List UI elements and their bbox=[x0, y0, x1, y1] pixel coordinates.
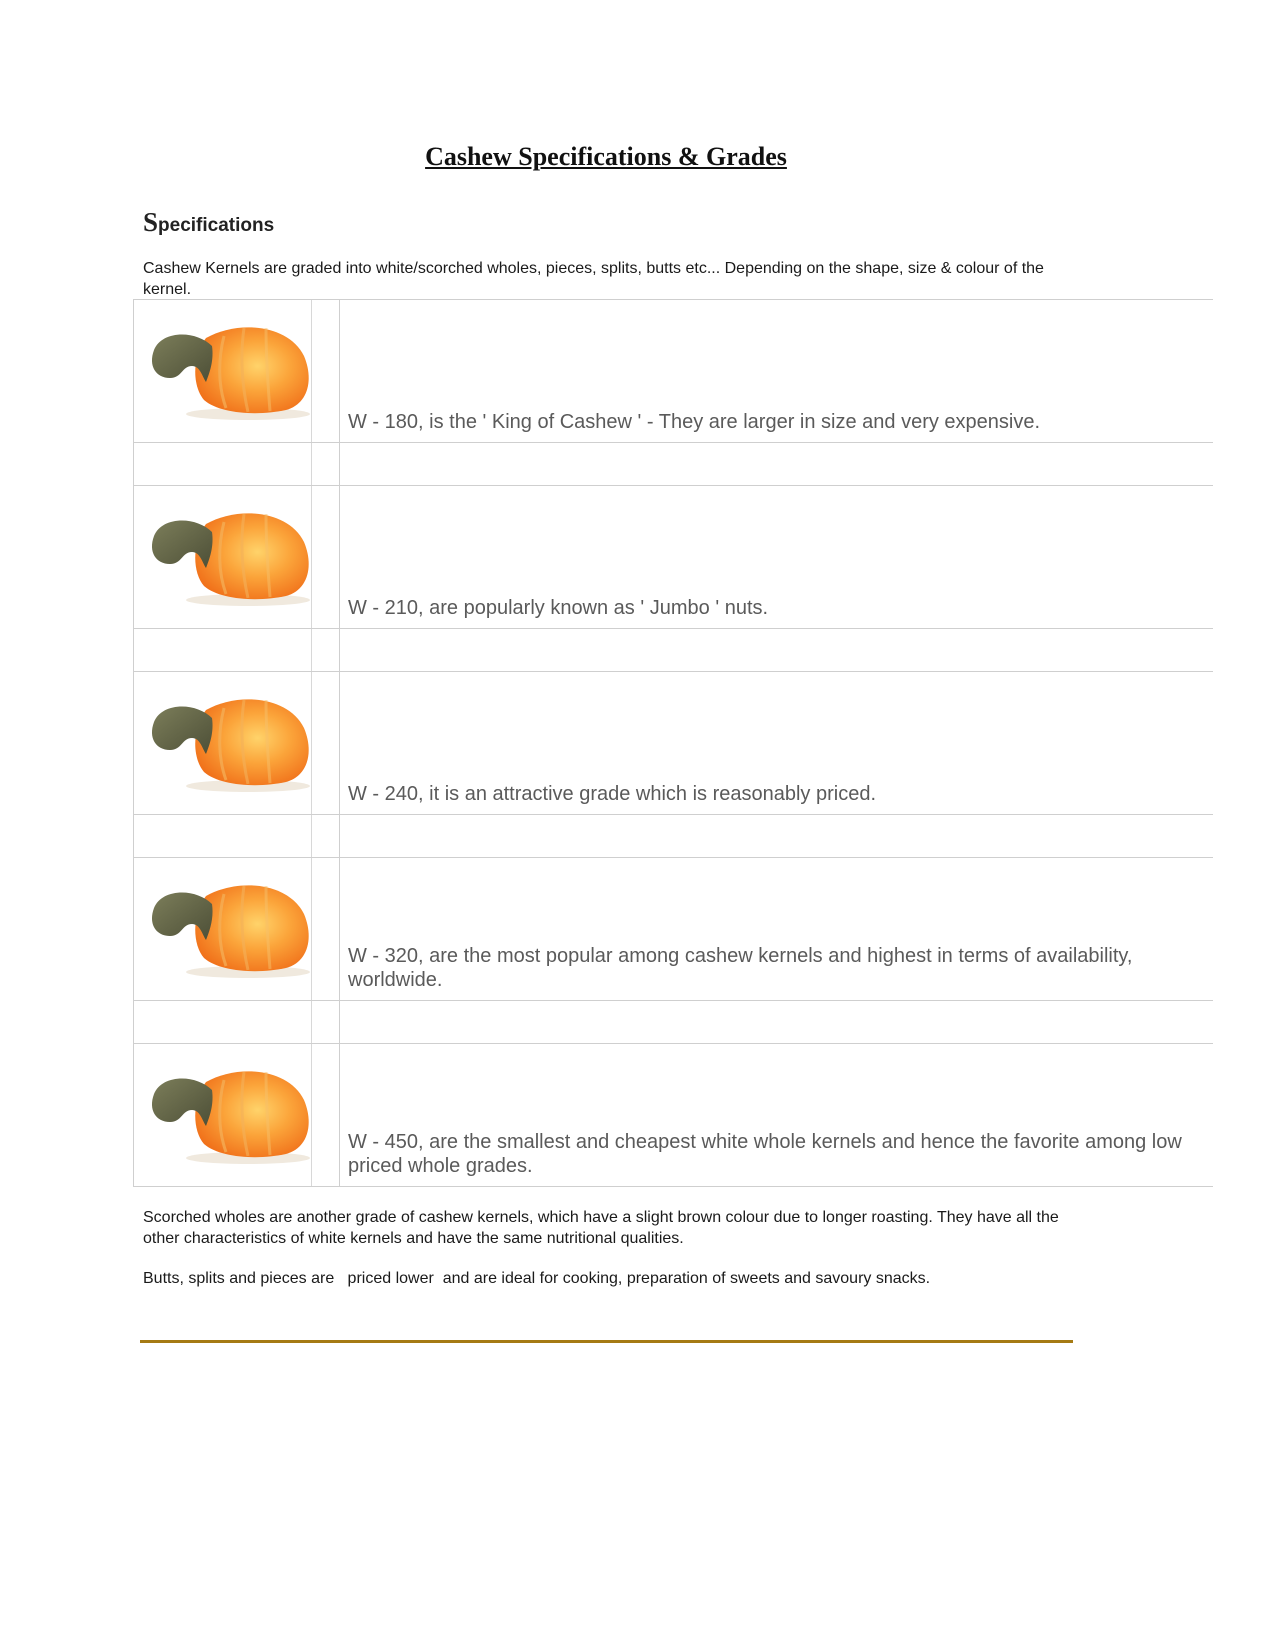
spacer-cell bbox=[312, 486, 340, 628]
cashew-nut-icon bbox=[148, 1060, 313, 1172]
grade-description: W - 320, are the most popular among cashew kernels and highest in terms of availability, worldwide. bbox=[348, 945, 1133, 991]
grade-image-cell bbox=[134, 672, 312, 814]
empty-cell bbox=[134, 443, 312, 485]
section-heading-rest: pecifications bbox=[158, 215, 275, 236]
spacer-row bbox=[133, 1000, 1213, 1043]
cashew-nut-icon bbox=[148, 874, 313, 986]
grade-description: W - 240, it is an attractive grade which is reasonably priced. bbox=[348, 783, 877, 805]
grade-row bbox=[133, 1043, 1213, 1187]
spacer-row bbox=[133, 442, 1213, 485]
spacer-cell bbox=[312, 443, 340, 485]
empty-cell bbox=[134, 815, 312, 857]
empty-cell bbox=[134, 1001, 312, 1043]
grade-row bbox=[133, 485, 1213, 628]
cashew-nut-icon bbox=[148, 688, 313, 800]
spacer-row bbox=[133, 814, 1213, 857]
section-heading-initial: S bbox=[143, 207, 159, 237]
pieces-note: Butts, splits and pieces are priced lower and are ideal for cooking, preparation of sweets and savoury snacks. bbox=[143, 1270, 931, 1287]
spacer-cell bbox=[312, 1044, 340, 1186]
page-title: Cashew Specifications & Grades bbox=[425, 142, 787, 171]
grade-row bbox=[133, 299, 1213, 442]
intro-paragraph: Cashew Kernels are graded into white/scorched wholes, pieces, splits, butts etc... Depending on the shape, size & colour of the kernel. bbox=[143, 260, 1044, 298]
grade-text-cell bbox=[340, 672, 1213, 814]
spacer-cell bbox=[312, 1001, 340, 1043]
grade-image-cell bbox=[134, 1044, 312, 1186]
grade-image-cell bbox=[134, 858, 312, 1000]
spacer-cell bbox=[312, 300, 340, 442]
grade-text-cell bbox=[340, 1044, 1213, 1186]
empty-cell bbox=[134, 629, 312, 671]
scorched-note: Scorched wholes are another grade of cashew kernels, which have a slight brown colour due to longer roasting. They have all the other characteristics of white kernels and have the same nutritional qualities. bbox=[143, 1209, 1059, 1247]
cashew-nut-icon bbox=[148, 502, 313, 614]
grade-image-cell bbox=[134, 486, 312, 628]
grade-text-cell bbox=[340, 486, 1213, 628]
grade-text-cell bbox=[340, 858, 1213, 1000]
spacer-row bbox=[133, 628, 1213, 671]
spacer-cell bbox=[312, 629, 340, 671]
spacer-cell bbox=[312, 815, 340, 857]
cashew-nut-icon bbox=[148, 316, 313, 428]
grade-text-cell bbox=[340, 300, 1213, 442]
section-heading bbox=[143, 207, 274, 238]
spacer-cell bbox=[312, 858, 340, 1000]
grade-description: W - 180, is the ' King of Cashew ' - They are larger in size and very expensive. bbox=[348, 411, 1041, 433]
spacer-cell bbox=[312, 672, 340, 814]
grade-row bbox=[133, 857, 1213, 1000]
grades-table bbox=[133, 299, 1213, 1187]
grade-description: W - 450, are the smallest and cheapest white whole kernels and hence the favorite among low priced whole grades. bbox=[348, 1131, 1182, 1177]
grade-image-cell bbox=[134, 300, 312, 442]
grade-row bbox=[133, 671, 1213, 814]
footer-rule bbox=[140, 1340, 1073, 1343]
grade-description: W - 210, are popularly known as ' Jumbo ' nuts. bbox=[348, 597, 769, 619]
